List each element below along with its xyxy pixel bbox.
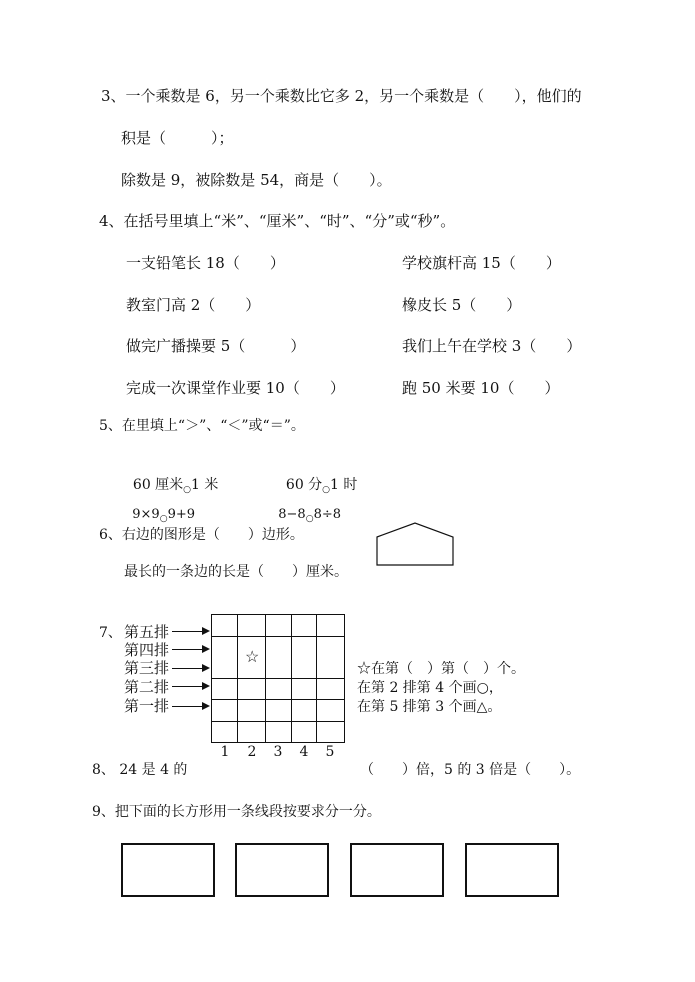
q3-line3: 除数是 9，被除数是 54，商是（ ）。: [121, 171, 392, 189]
q9-title: 9、把下面的长方形用一条线段按要求分一分。: [92, 804, 381, 820]
q6-line2: 最长的一条边的长是（ ）厘米。: [124, 564, 348, 580]
q4-item-eraser: 橡皮长 5（ ）: [402, 296, 522, 314]
q5-left: 60 厘米: [132, 477, 184, 493]
q6-line1: 6、右边的图形是（ ）边形。: [99, 527, 304, 543]
grid-line: [212, 721, 344, 722]
q5-right: 1 时: [330, 477, 358, 493]
grid-line: [316, 615, 317, 742]
grid-line: [237, 615, 238, 742]
q7-instruction-2: 在第 2 排第 4 个画○，: [357, 680, 503, 696]
grid-line: [265, 615, 266, 742]
q5-right: 9+9: [167, 507, 195, 522]
q7-instruction-1: ☆在第（ ）第（ ）个。: [357, 661, 525, 677]
row-label-2: 第二排: [124, 678, 170, 696]
q3-line2: 积是（ ）；: [121, 129, 234, 147]
q8-part2: （ ）倍，5 的 3 倍是（ ）。: [360, 762, 581, 778]
column-number: 4: [299, 744, 309, 760]
q4-item-homework: 完成一次课堂作业要 10（ ）: [126, 379, 345, 397]
compare-circle-icon[interactable]: ○: [322, 485, 331, 495]
q5-compare-3: [124, 485, 195, 529]
q4-item-exercise: 做完广播操要 5（ ）: [126, 337, 306, 355]
q7-number: 7、: [99, 625, 122, 641]
q7-instruction-3: 在第 5 排第 3 个画△。: [357, 699, 502, 715]
q5-left: 8−8: [278, 507, 306, 522]
row-label-5: 第五排: [124, 623, 170, 641]
compare-circle-icon[interactable]: ○: [159, 514, 168, 524]
arrow-right-icon: [172, 631, 208, 632]
column-number: 1: [220, 744, 230, 760]
arrow-right-icon: [172, 668, 208, 669]
grid-line: [212, 699, 344, 700]
q5-right: 8÷8: [313, 507, 341, 522]
q4-item-door: 教室门高 2（ ）: [126, 296, 261, 314]
q3-line1: 3、一个乘数是 6，另一个乘数比它多 2，另一个乘数是（ ），他们的: [101, 87, 582, 105]
q8-part1: 8、 24 是 4 的: [92, 762, 188, 778]
q5-title: 5、在里填上“＞”、“＜”或“＝”。: [99, 418, 305, 434]
star-icon: ☆: [245, 647, 260, 666]
rectangle-2[interactable]: [235, 843, 329, 897]
row-label-4: 第四排: [124, 641, 170, 659]
q5-left: 9×9: [132, 507, 160, 522]
grid-line: [212, 678, 344, 679]
q4-item-school: 我们上午在学校 3（ ）: [402, 337, 582, 355]
compare-circle-icon[interactable]: ○: [305, 514, 314, 524]
pentagon-shape-icon: [374, 520, 458, 570]
row-label-1: 第一排: [124, 697, 170, 715]
q5-right: 1 米: [191, 477, 219, 493]
grid-line: [291, 615, 292, 742]
rectangle-4[interactable]: [465, 843, 559, 897]
rectangle-1[interactable]: [121, 843, 215, 897]
arrow-right-icon: [172, 686, 208, 687]
column-number: 5: [325, 744, 335, 760]
column-number: 2: [247, 744, 257, 760]
seat-grid: [211, 614, 345, 743]
q5-compare-4: [270, 485, 341, 529]
q4-item-flagpole: 学校旗杆高 15（ ）: [402, 254, 561, 272]
column-number: 3: [273, 744, 283, 760]
compare-circle-icon[interactable]: ○: [183, 485, 192, 495]
arrow-right-icon: [172, 649, 208, 650]
q4-item-pencil: 一支铅笔长 18（ ）: [126, 254, 285, 272]
q5-left: 60 分: [285, 477, 323, 493]
row-label-3: 第三排: [124, 659, 170, 677]
rectangle-3[interactable]: [350, 843, 444, 897]
q4-item-run: 跑 50 米要 10（ ）: [402, 379, 560, 397]
q4-title: 4、在括号里填上“米”、“厘米”、“时”、“分”或“秒”。: [99, 212, 456, 230]
arrow-right-icon: [172, 706, 208, 707]
grid-line: [212, 636, 344, 637]
